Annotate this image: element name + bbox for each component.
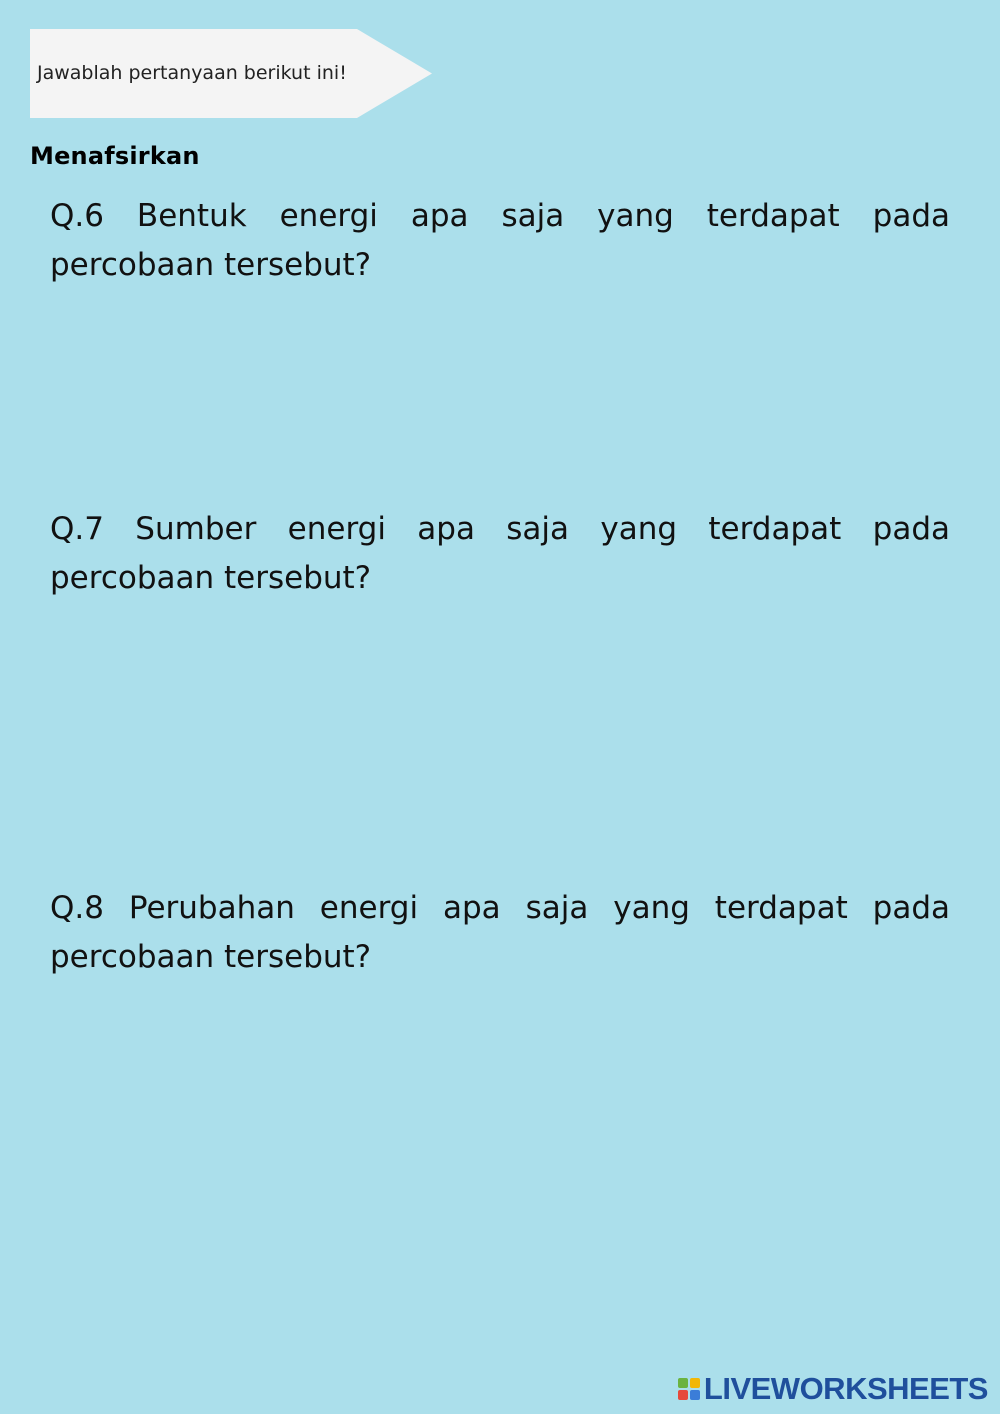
question-8: Q.8 Perubahan energi apa saja yang terdapat pada percobaan tersebut? bbox=[50, 890, 950, 975]
question-6: Q.6 Bentuk energi apa saja yang terdapat pada percobaan tersebut? bbox=[50, 198, 950, 283]
brand-name: LIVEWORKSHEETS bbox=[703, 1371, 988, 1406]
logo-square-yellow bbox=[690, 1378, 700, 1388]
section-heading: Menafsirkan bbox=[30, 142, 200, 170]
instruction-banner bbox=[30, 29, 432, 118]
logo-square-red bbox=[678, 1390, 688, 1400]
question-7: Q.7 Sumber energi apa saja yang terdapat pada percobaan tersebut? bbox=[50, 511, 950, 596]
instruction-text: Jawablah pertanyaan berikut ini! bbox=[37, 62, 347, 84]
logo-square-green bbox=[678, 1378, 688, 1388]
liveworksheets-logo-icon bbox=[678, 1378, 700, 1400]
liveworksheets-brand bbox=[678, 1371, 988, 1406]
logo-square-blue bbox=[690, 1390, 700, 1400]
